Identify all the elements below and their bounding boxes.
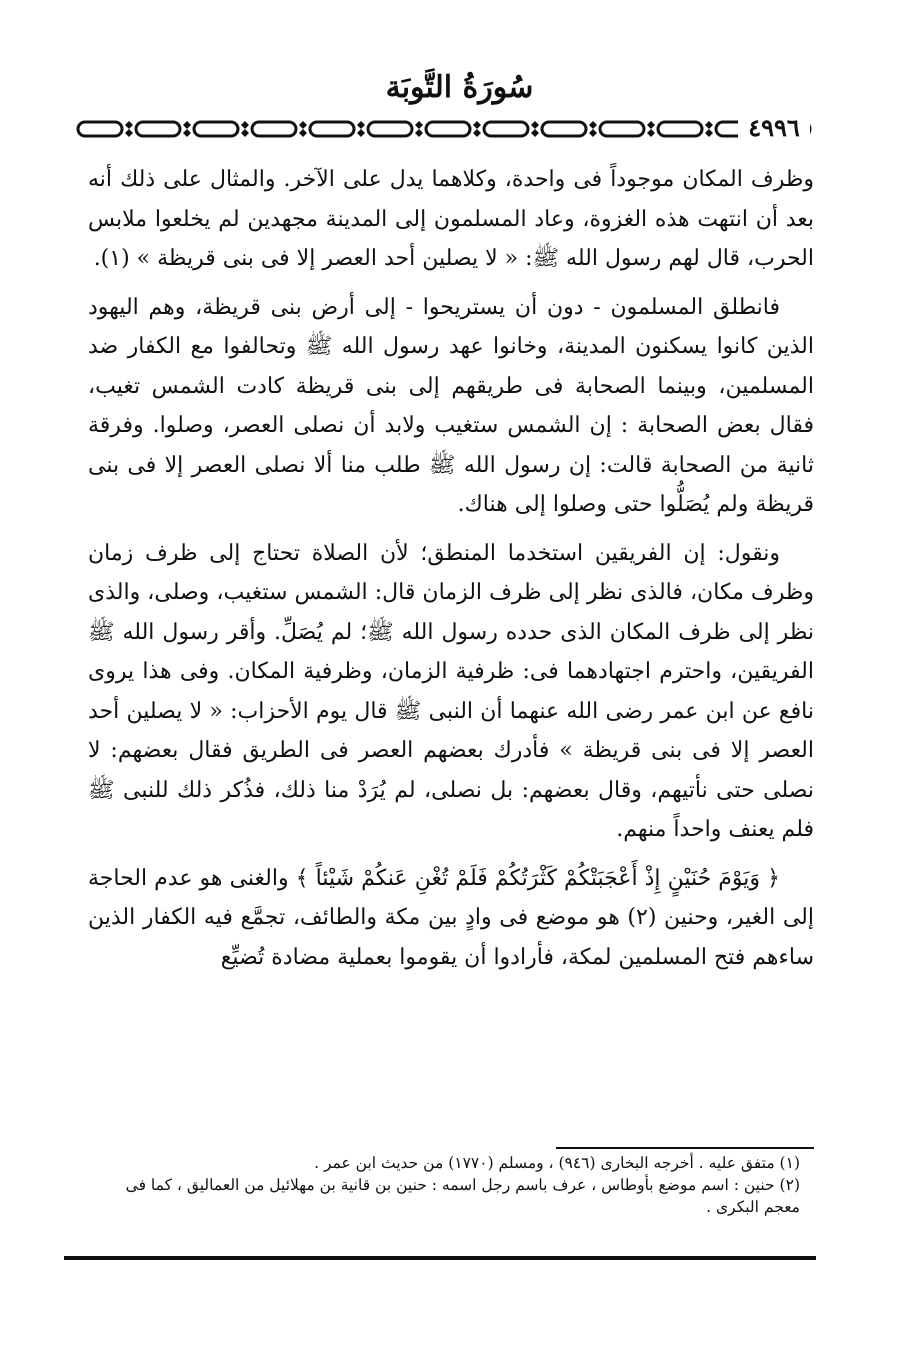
footnotes (88, 1152, 800, 1218)
body-text (88, 160, 814, 986)
footnote: (١) متفق عليه . أخرجه البخارى (٩٤٦) ، ومسلم (١٧٧٠) من حديث ابن عمر . (314, 1154, 800, 1172)
footnote: (٢) حنين : اسم موضع بأوطاس ، عرف باسم رجل اسمه : حنين بن قانية بن مهلائيل من العماليق ، كما فى معجم البكرى . (125, 1176, 800, 1216)
bottom-divider (64, 1256, 816, 1260)
paragraph: وظرف المكان موجوداً فى واحدة، وكلاهما يدل على الآخر. والمثال على ذلك أنه بعد أن انتهت هذه الغزوة، وعاد المسلمون إلى المدينة مجهدين لم يخلعوا ملابس الحرب، قال لهم رسول الله ﷺ: « لا يصلين أحد العصر إلا فى بنى قريظة » (١). (88, 167, 814, 271)
footnote-divider (556, 1147, 814, 1149)
surah-title: سُورَةُ التَّوبَة (385, 70, 534, 105)
paragraph: ﴿ وَيَوْمَ حُنَيْنٍ إِذْ أَعْجَبَتْكُمْ كَثْرَتُكُمْ فَلَمْ تُغْنِ عَنكُمْ شَيْئاً ﴾ والغنى هو عدم الحاجة إلى الغير، وحنين (٢) هو موضع فى وادٍ بين مكة والطائف، تجمَّع فيه الكفار الذين ساءهم فتح المسلمين لمكة، فأرادوا أن يقوموا بعملية مضادة تُضيِّع (88, 865, 814, 970)
paragraph: فانطلق المسلمون - دون أن يستريحوا - إلى أرض بنى قريظة، وهم اليهود الذين كانوا يسكنون المدينة، وخانوا عهد رسول الله ﷺ وتحالفوا مع الكفار ضد المسلمين، وبينما الصحابة فى طريقهم إلى بنى قريظة كادت الشمس تغيب، فقال بعض الصحابة : إن الشمس ستغيب ولابد أن نصلى العصر، وصلوا. وفرقة ثانية من الصحابة قالت: إن رسول الله ﷺ طلب منا ألا نصلى العصر إلا فى بنى قريظة ولم يُصَلُّوا حتى وصلوا إلى هناك. (88, 294, 814, 517)
page-number: ٤٩٩٦ (738, 114, 810, 142)
ornament-border-icon (74, 116, 814, 142)
paragraph: ونقول: إن الفريقين استخدما المنطق؛ لأن الصلاة تحتاج إلى ظرف زمان وظرف مكان، فالذى نظر إلى ظرف الزمان قال: الشمس ستغيب، وصلى، والذى نظر إلى ظرف المكان الذى حدده رسول الله ﷺ؛ لم يُصَلِّ. وأقر رسول الله ﷺ الفريقين، واحترم اجتهادهما فى: ظرفية الزمان، وظرفية المكان. وفى هذا يروى نافع عن ابن عمر رضى الله عنهما أن النبى ﷺ قال يوم الأحزاب: « لا يصلين أحد العصر إلا فى بنى قريظة » فأدرك بعضهم العصر فى الطريق فقال بعضهم: لا نصلى حتى نأتيهم، وقال بعضهم: بل نصلى، لم يُرَدْ منا ذلك، فذُكر ذلك للنبى ﷺ فلم يعنف واحداً منهم. (88, 540, 814, 842)
